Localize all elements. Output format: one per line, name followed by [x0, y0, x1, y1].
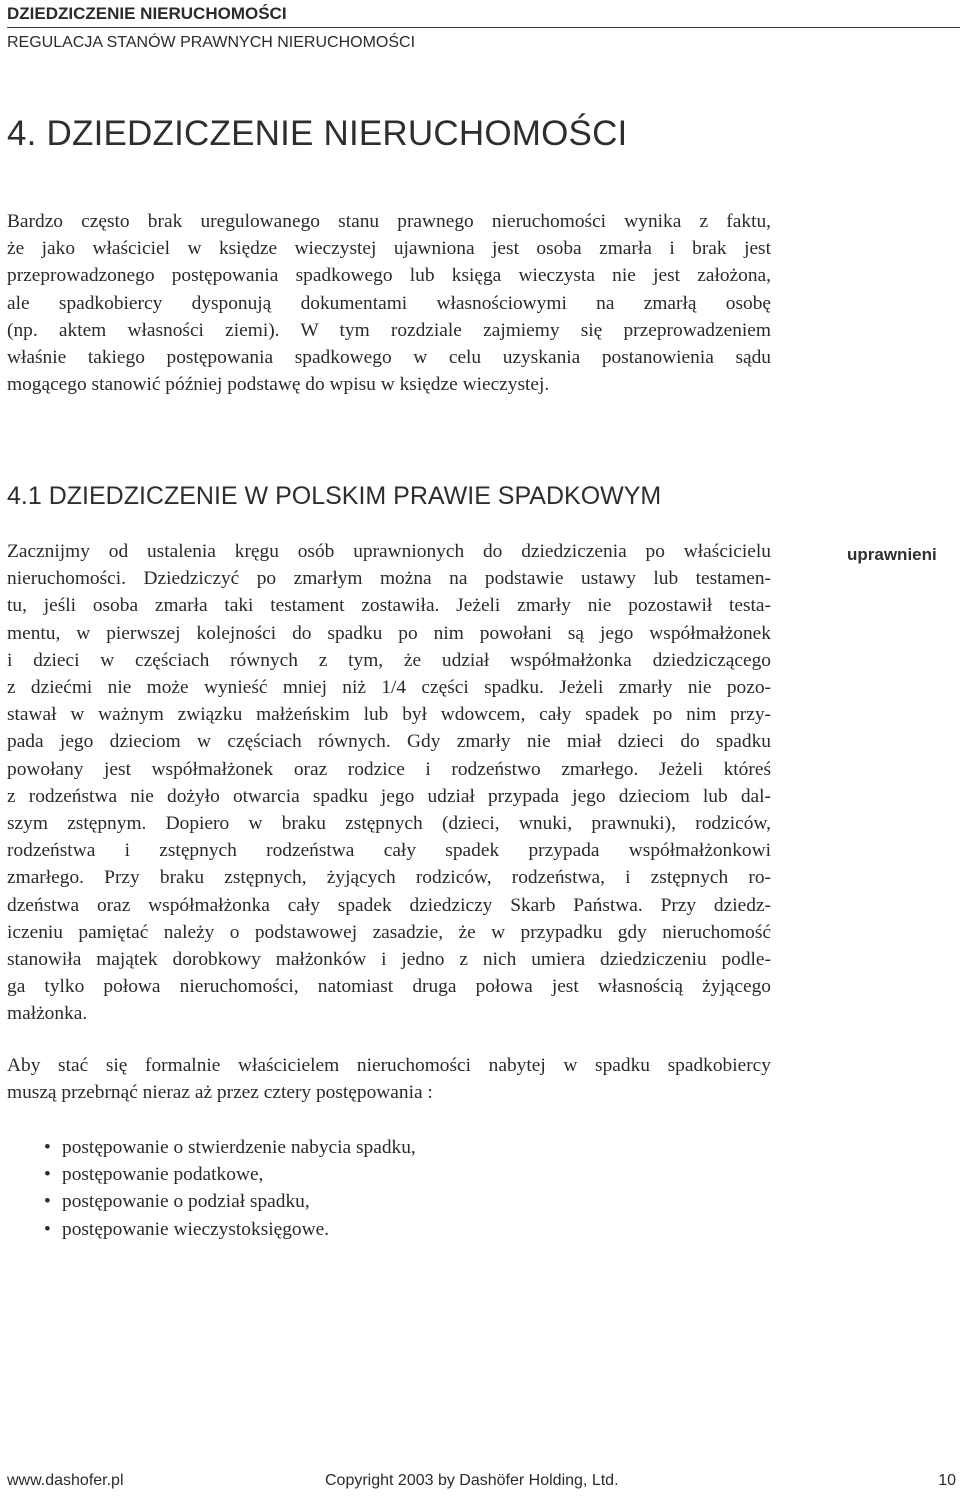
- paragraph-line: Zacznijmy od ustalenia kręgu osób uprawnionych do dziedziczenia po właścicielu: [7, 541, 771, 562]
- header-title: DZIEDZICZENIE NIERUCHOMOŚCI: [7, 4, 287, 23]
- paragraph-line: stanowiła majątek dorobkowy małżonków i jedno z nich umiera dziedziczeniu podle-: [7, 949, 771, 971]
- margin-note: uprawnieni: [847, 545, 937, 564]
- subsection-heading: 4.1 DZIEDZICZENIE W POLSKIM PRAWIE SPADKOWYM: [7, 482, 662, 510]
- closing-paragraph: [7, 1052, 771, 1106]
- paragraph-line: muszą przebrnąć nieraz aż przez cztery postępowania :: [7, 1082, 433, 1104]
- paragraph-line: stawał w ważnym związku małżeńskim lub był wdowcem, cały spadek po nim przy-: [7, 704, 771, 726]
- header-subtitle: REGULACJA STANÓW PRAWNYCH NIERUCHOMOŚCI: [7, 34, 416, 51]
- paragraph-line: powołany jest współmałżonek oraz rodzice i rodzeństwo zmarłego. Jeżeli któreś: [7, 758, 771, 780]
- page-header: [7, 4, 960, 52]
- paragraph-line: rodzeństwa i zstępnych rodzeństwa cały spadek przypada współmałżonkowi: [7, 840, 771, 862]
- paragraph-line: z dziećmi nie może wynieść mniej niż 1/4 części spadku. Jeżeli zmarły nie pozo-: [7, 677, 771, 699]
- paragraph-line: przeprowadzonego postępowania spadkowego lub księga wieczysta nie jest założona,: [7, 265, 771, 287]
- chapter-heading: 4. DZIEDZICZENIE NIERUCHOMOŚCI: [7, 114, 628, 153]
- list-item: [44, 1134, 416, 1161]
- paragraph-line: Bardzo często brak uregulowanego stanu prawnego nieruchomości wynika z faktu,: [7, 211, 771, 232]
- list-item-text: postępowanie o stwierdzenie nabycia spadku,: [62, 1137, 416, 1158]
- list-item: [44, 1216, 416, 1243]
- paragraph-line: szym zstępnym. Dopiero w braku zstępnych (dzieci, wnuki, prawnuki), rodziców,: [7, 813, 771, 835]
- paragraph-line: małżonka.: [7, 1003, 88, 1025]
- list-item-text: postępowanie o podział spadku,: [62, 1191, 310, 1213]
- footer-copyright: Copyright 2003 by Dashöfer Holding, Ltd.: [325, 1472, 619, 1489]
- paragraph-line: właśnie takiego postępowania spadkowego w celu uzyskania postanowienia sądu: [7, 347, 771, 369]
- paragraph-line: zmarłego. Przy braku zstępnych, żyjących rodziców, rodzeństwa, i zstępnych ro-: [7, 867, 771, 889]
- paragraph-line: pada jego dzieciom w częściach równych. Gdy zmarły nie miał dzieci do spadku: [7, 731, 771, 753]
- header-divider: [7, 27, 960, 28]
- paragraph-line: Aby stać się formalnie właścicielem nieruchomości nabytej w spadku spadkobiercy: [7, 1055, 771, 1076]
- page-number: 10: [938, 1472, 956, 1489]
- paragraph-line: iczeniu pamiętać należy o podstawowej zasadzie, że w przypadku gdy nieruchomość: [7, 921, 771, 943]
- bullet-icon: •: [44, 1164, 51, 1186]
- paragraph-line: i dzieci w częściach równych z tym, że udział współmałżonka dziedziczącego: [7, 649, 771, 671]
- bullet-icon: •: [44, 1191, 51, 1213]
- paragraph-line: (np. aktem własności ziemi). W tym rozdziale zajmiemy się przeprowadzeniem: [7, 319, 771, 341]
- bullet-icon: •: [44, 1218, 51, 1240]
- paragraph-line: mogącego stanowić później podstawę do wpisu w księdze wieczystej.: [7, 374, 550, 396]
- page-footer: [0, 1472, 960, 1496]
- paragraph-line: tu, jeśli osoba zmarła taki testament zostawiła. Jeżeli zmarły nie pozostawił testa-: [7, 595, 771, 617]
- footer-website: www.dashofer.pl: [7, 1472, 124, 1489]
- list-item: [44, 1161, 416, 1188]
- list-item-text: postępowanie podatkowe,: [62, 1164, 264, 1186]
- intro-paragraph: [7, 208, 771, 398]
- list-item-text: postępowanie wieczystoksięgowe.: [62, 1218, 330, 1240]
- paragraph-line: nieruchomości. Dziedziczyć po zmarłym można na podstawie ustawy lub testamen-: [7, 568, 771, 590]
- paragraph-line: że jako właściciel w księdze wieczystej ujawniona jest osoba zmarła i brak jest: [7, 238, 771, 260]
- list-item: [44, 1188, 416, 1215]
- procedure-list: [44, 1134, 416, 1243]
- paragraph-line: ga tylko połowa nieruchomości, natomiast druga połowa jest własnością żyjącego: [7, 976, 771, 998]
- body-paragraph: [7, 538, 771, 1028]
- paragraph-line: z rodzeństwa nie dożyło otwarcia spadku jego udział przypada jego dzieciom lub dal-: [7, 785, 771, 807]
- paragraph-line: ale spadkobiercy dysponują dokumentami własnościowymi na zmarłą osobę: [7, 292, 771, 314]
- paragraph-line: mentu, w pierwszej kolejności do spadku po nim powołani są jego współmałżonek: [7, 622, 771, 644]
- paragraph-line: dzeństwa oraz współmałżonka cały spadek dziedziczy Skarb Państwa. Przy dziedz-: [7, 894, 771, 916]
- bullet-icon: •: [44, 1137, 51, 1158]
